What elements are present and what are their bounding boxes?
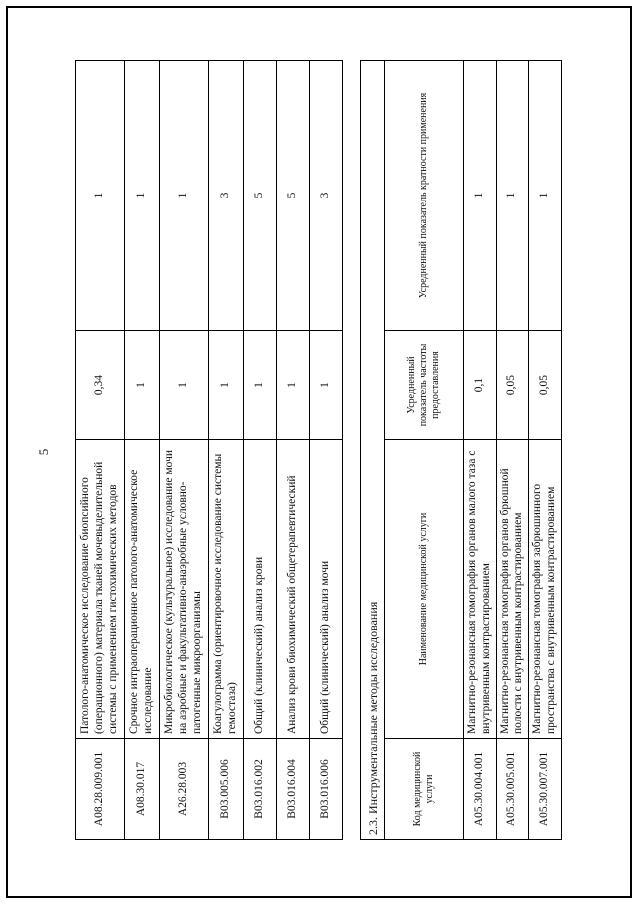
instrumental-methods-wrapper	[360, 60, 640, 840]
service-name: Магнитно-резонансная томография органов брюшной полости с внутривенным контрастированием	[496, 440, 529, 739]
service-name: Магнитно-резонансная томография органов малого таза с внутривенным контрастированием	[464, 440, 497, 739]
service-code: B03.005.006	[209, 739, 244, 840]
service-code: A05.30.007.001	[529, 739, 562, 840]
frequency-value: 1	[277, 331, 310, 440]
service-name: Срочное интраоперационное патолого-анатомическое исследование	[125, 440, 160, 739]
table-row	[244, 61, 277, 840]
service-name: Общий (клинический) анализ мочи	[310, 440, 343, 739]
multiplicity-value: 1	[76, 61, 125, 331]
service-code: A05.30.004.001	[464, 739, 497, 840]
section-title: 2.3. Инструментальные методы исследования	[360, 60, 384, 840]
multiplicity-value: 1	[160, 61, 209, 331]
frequency-value: 1	[209, 331, 244, 440]
table-row	[529, 61, 562, 840]
table-row	[76, 61, 125, 840]
frequency-value: 1	[310, 331, 343, 440]
service-code: B03.016.006	[310, 739, 343, 840]
multiplicity-value: 5	[277, 61, 310, 331]
multiplicity-value: 3	[209, 61, 244, 331]
multiplicity-value: 1	[529, 61, 562, 331]
lab-tests-table	[75, 60, 343, 840]
lab-tests-table-wrapper	[75, 60, 350, 840]
service-name: Микробиологическое (культуральное) исследование мочи на аэробные и факультативно-анаэробные условно-патогенные микроорганизмы	[160, 440, 209, 739]
header-name: Наименование медицинской услуги	[385, 440, 464, 739]
instrumental-methods-table	[384, 60, 562, 840]
frequency-value: 0,1	[464, 331, 497, 440]
service-name: Патолого-анатомическое исследование биопсийного (операционного) материала тканей мочевыделительной системы с применением гистохимических методов	[76, 440, 125, 739]
frequency-value: 0,05	[529, 331, 562, 440]
page-number: 5	[36, 448, 51, 456]
multiplicity-value: 1	[464, 61, 497, 331]
service-name: Магнитно-резонансная томография забрюшинного пространства с внутривенным контрастированием	[529, 440, 562, 739]
service-code: A08.28.009.001	[76, 739, 125, 840]
service-code: A05.30.005.001	[496, 739, 529, 840]
header-multiplicity: Усредненный показатель кратности применения	[385, 61, 464, 331]
table-row	[209, 61, 244, 840]
table-row	[125, 61, 160, 840]
frequency-value: 0,05	[496, 331, 529, 440]
header-frequency: Усредненный показатель частоты предоставления	[385, 331, 464, 440]
service-code: A08.30.017	[125, 739, 160, 840]
table-row	[496, 61, 529, 840]
table-row	[464, 61, 497, 840]
multiplicity-value: 5	[244, 61, 277, 331]
service-code: B03.016.004	[277, 739, 310, 840]
header-code: Код медицинской услуги	[385, 739, 464, 840]
table-row	[160, 61, 209, 840]
multiplicity-value: 3	[310, 61, 343, 331]
frequency-value: 1	[244, 331, 277, 440]
service-code: A26.28.003	[160, 739, 209, 840]
service-code: B03.016.002	[244, 739, 277, 840]
table-row	[277, 61, 310, 840]
frequency-value: 1	[160, 331, 209, 440]
table-row	[310, 61, 343, 840]
service-name: Коагулограмма (ориентировочное исследование системы гемостаза)	[209, 440, 244, 739]
multiplicity-value: 1	[125, 61, 160, 331]
multiplicity-value: 1	[496, 61, 529, 331]
frequency-value: 0,34	[76, 331, 125, 440]
service-name: Общий (клинический) анализ крови	[244, 440, 277, 739]
frequency-value: 1	[125, 331, 160, 440]
service-name: Анализ крови биохимический общетерапевтический	[277, 440, 310, 739]
table-header-row	[385, 61, 464, 840]
